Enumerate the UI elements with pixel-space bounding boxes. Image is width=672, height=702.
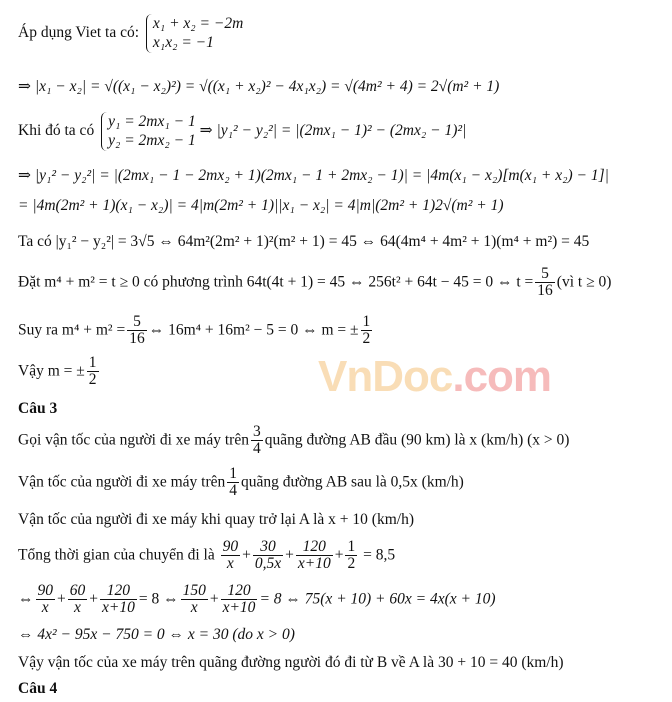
line-diff-x: ⇒ |x₁ − x₂| = √((x₁ − x₂)²) = √((x₁ + x₂)² − 4x₁x₂) = √(4m² + 4) = 2√(m² + 1) — [18, 78, 500, 95]
line-y-diff-2: = |4m(2m² + 1)(x₁ − x₂)| = 4|m(2m² + 1)||x₁ − x₂| = 4|m|(2m² + 1)2√(m² + 1) — [18, 197, 504, 214]
line-y-diff: ⇒ |y₁² − y₂²| = |(2mx₁ − 1 − 2mx₂ + 1)(2mx₁ − 1 + 2mx₂ − 1)| = |4m(x₁ − x₂)[m(x₁ + x₂) − 1]| — [18, 167, 609, 184]
line-total-time: Tổng thời gian của chuyển đi là $\frac{90}{x}$ + $\frac{30}{0,5x}$ + $\frac{120}{x+10}$ + $\frac{1}{2}$ = 8,5 — [18, 538, 396, 573]
vndoc-watermark: VnDoc.com — [318, 352, 552, 401]
heading-cau-3: Câu 3 — [18, 400, 58, 417]
line-speed-3: Vận tốc của người đi xe máy khi quay trở lại A là x + 10 (km/h) — [18, 511, 414, 528]
system-viet: x₁ + x₂ = −2m x₁x₂ = −1 — [146, 14, 243, 53]
heading-cau-4: Câu 4 — [18, 680, 58, 697]
line-equation: Ta có |y₁² − y₂²| = 3√5 ⇔ 64m²(2m² + 1)²(m² + 1) = 45 ⇔ 64(4m⁴ + 4m² + 1)(m⁴ + m²) = 45 — [18, 233, 590, 250]
line-quadratic: ⇔ 4x² − 95x − 750 = 0 ⇔ x = 30 (do x > 0) — [18, 626, 295, 643]
line-speed-2: Vận tốc của người đi xe máy trên $\frac{1}{4}$ quãng đường AB sau là 0,5x (km/h) — [18, 465, 464, 500]
line-final-answer: Vậy vận tốc của xe máy trên quãng đường người đó đi từ B về A là 30 + 10 = 40 (km/h) — [18, 654, 564, 671]
line-conclusion-m: Vậy m = ± $\frac{1}{2}$ — [18, 354, 97, 389]
line-viet: Áp dụng Viet ta có: x₁ + x₂ = −2m x₁x₂ = −1 — [18, 15, 244, 52]
line-solve-m: Suy ra m⁴ + m² = $\frac{5}{16}$ ⇔ 16m⁴ + 16m² − 5 = 0 ⇔ m = ± $\frac{1}{2}$ — [18, 313, 371, 348]
line-substitute: Đặt m⁴ + m² = t ≥ 0 có phương trình 64t(4t + 1) = 45 ⇔ 256t² + 64t − 45 = 0 ⇔ t = $\frac{5}{16}$ (vì t ≥ 0) — [18, 265, 612, 300]
line-speed-1: Gọi vận tốc của người đi xe máy trên $\frac{3}{4}$ quãng đường AB đầu (90 km) là x (km/h) (x > 0) — [18, 423, 570, 458]
line-equation-x: ⇔ $\frac{90}{x}$ + $\frac{60}{x}$ + $\frac{120}{x+10}$ = 8 ⇔ $\frac{150}{x}$ + $\frac{120}{x+10}$ = 8 ⇔ 75(x + 10) + 60x = 4x(x + 10) — [18, 582, 496, 617]
line-y-system: Khi đó ta có y₁ = 2mx₁ − 1 y₂ = 2mx₂ − 1 ⇒ |y₁² − y₂²| = |(2mx₁ − 1)² − (2mx₂ − 1)²| — [18, 113, 467, 150]
